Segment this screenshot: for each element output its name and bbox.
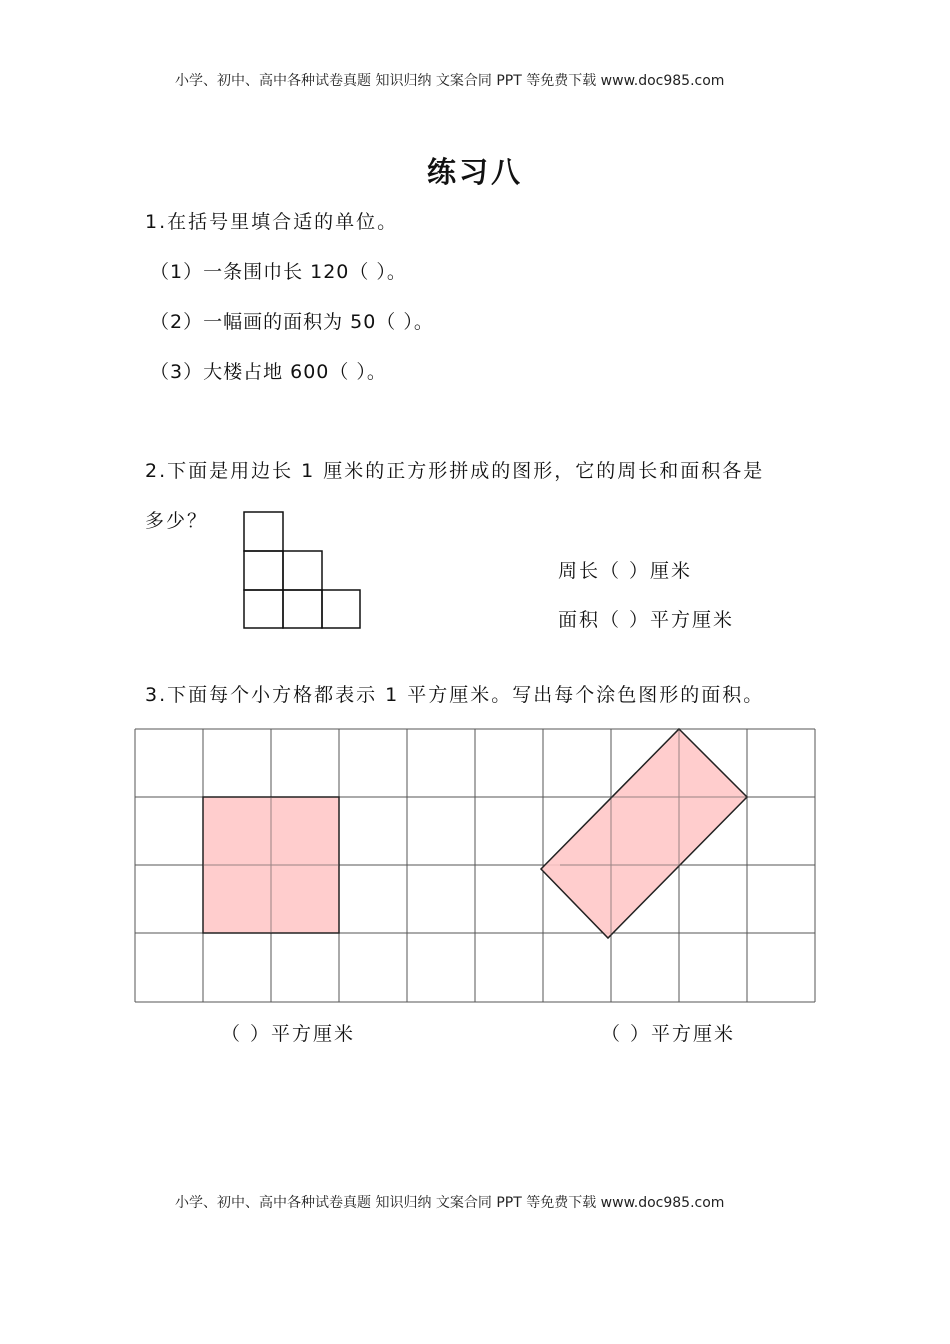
- question-3-answer-right: （ ）平方厘米: [601, 1023, 736, 1045]
- question-1-item-3: （3）大楼占地 600（ ）。: [150, 361, 387, 383]
- question-3-answer-left: （ ）平方厘米: [221, 1023, 356, 1045]
- question-2-prompt-line1: 2.下面是用边长 1 厘米的正方形拼成的图形，它的周长和面积各是: [145, 460, 765, 482]
- page-title: 练习八: [426, 155, 523, 189]
- question-1-prompt: 1.在括号里填合适的单位。: [145, 211, 399, 233]
- unit-square: [244, 551, 283, 590]
- unit-square: [244, 590, 283, 628]
- unit-square: [283, 590, 322, 628]
- unit-square: [244, 512, 283, 551]
- question-2-area-answer: 面积（ ）平方厘米: [558, 609, 735, 631]
- unit-square: [322, 590, 360, 628]
- question-1-item-2: （2）一幅画的面积为 50（ ）。: [150, 311, 434, 333]
- question-2-perimeter-answer: 周长（ ）厘米: [558, 560, 693, 582]
- question-3-prompt: 3.下面每个小方格都表示 1 平方厘米。写出每个涂色图形的面积。: [145, 684, 765, 706]
- page-footer: 小学、初中、高中各种试卷真题 知识归纳 文案合同 PPT 等免费下载 www.doc985.com: [175, 1195, 725, 1211]
- page-header: 小学、初中、高中各种试卷真题 知识归纳 文案合同 PPT 等免费下载 www.doc985.com: [175, 73, 725, 89]
- question-2-prompt-line2: 多少？: [145, 510, 209, 532]
- question-1-item-1: （1）一条围巾长 120（ ）。: [150, 261, 407, 283]
- unit-square: [283, 551, 322, 590]
- staircase-figure: [244, 512, 360, 628]
- shaded-tilted-rectangle: [541, 729, 747, 938]
